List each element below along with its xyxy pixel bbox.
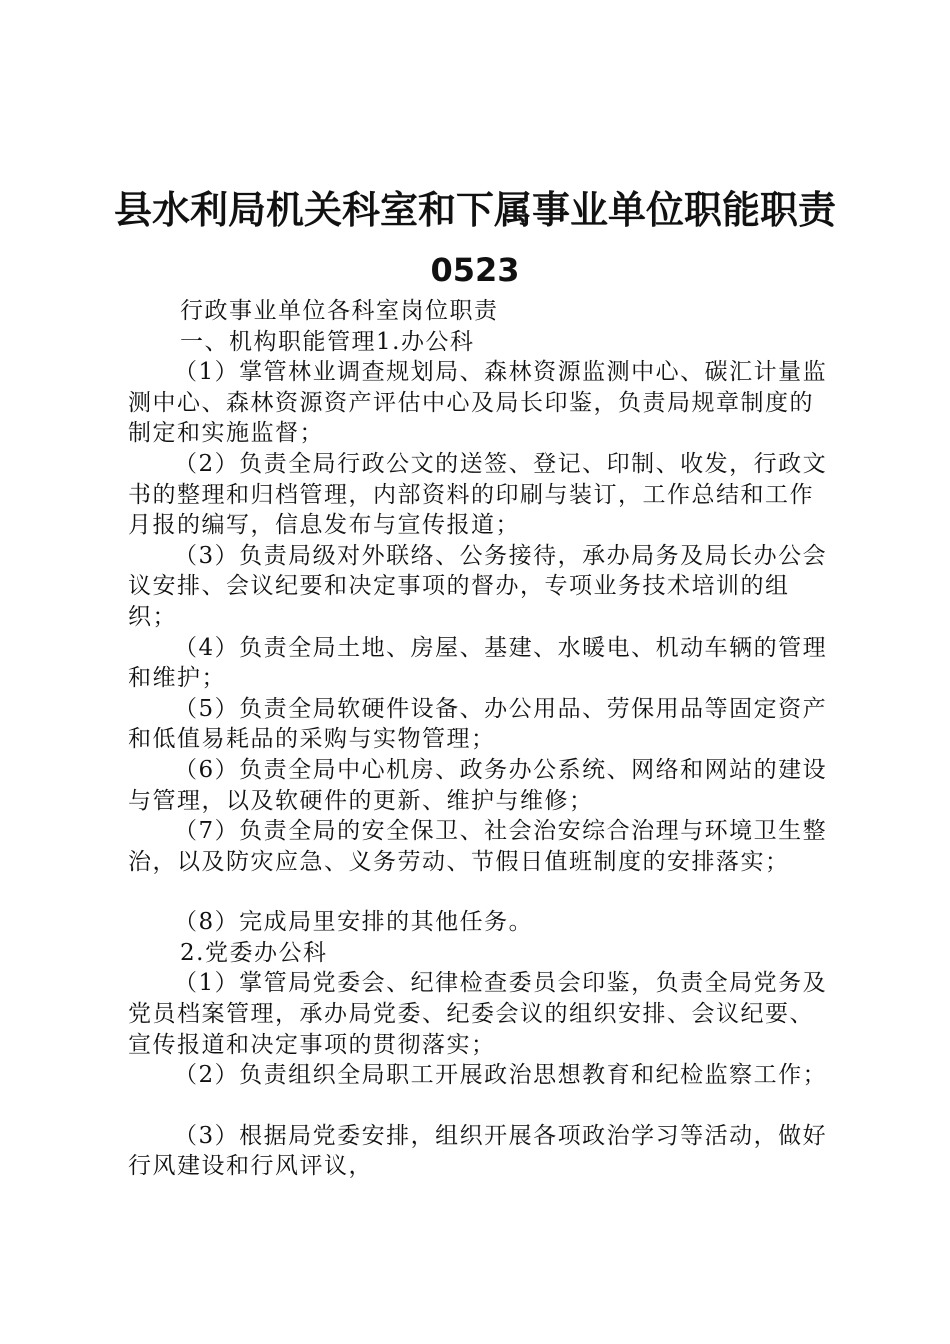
document-title: 县水利局机关科室和下属事业单位职能职责 [113,188,836,232]
section-heading: 2.党委办公科 [180,939,328,966]
paragraph: （2）负责组织全局职工开展政治思想教育和纪检监察工作； [174,1062,828,1089]
document-title-code: 0523 [430,251,520,289]
section-heading: 一、机构职能管理1.办公科 [180,328,475,355]
paragraph: （5）负责全局软硬件设备、办公用品、劳保用品等固定资产和低值易耗品的采购与实物管理； [128,695,828,753]
paragraph: （1）掌管林业调查规划局、森林资源监测中心、碳汇计量监测中心、森林资源资产评估中心及局长印鉴，负责局规章制度的制定和实施监督； [128,359,828,447]
paragraph: （2）负责全局行政公文的送签、登记、印制、收发，行政文书的整理和归档管理，内部资料的印刷与装订，工作总结和工作月报的编写，信息发布与宣传报道； [128,450,828,539]
paragraph: （3）根据局党委安排，组织开展各项政治学习等活动，做好行风建设和行风评议， [128,1122,828,1180]
paragraph: （7）负责全局的安全保卫、社会治安综合治理与环境卫生整治，以及防灾应急、义务劳动、节假日值班制度的安排落实； [128,818,828,875]
paragraph: （4）负责全局土地、房屋、基建、水暖电、机动车辆的管理和维护； [128,634,828,692]
paragraph: （3）负责局级对外联络、公务接待，承办局务及局长办公会议安排、会议纪要和决定事项的督办，专项业务技术培训的组织； [128,542,828,630]
paragraph: （1）掌管局党委会、纪律检查委员会印鉴，负责全局党务及党员档案管理，承办局党委、纪委会议的组织安排、会议纪要、宣传报道和决定事项的贯彻落实； [128,970,828,1058]
paragraph: （6）负责全局中心机房、政务办公系统、网络和网站的建设与管理，以及软硬件的更新、维护与维修； [128,756,828,814]
document-body [128,296,834,1182]
paragraph: （8）完成局里安排的其他任务。 [174,909,534,936]
paragraph-heading: 行政事业单位各科室岗位职责 [180,298,499,324]
